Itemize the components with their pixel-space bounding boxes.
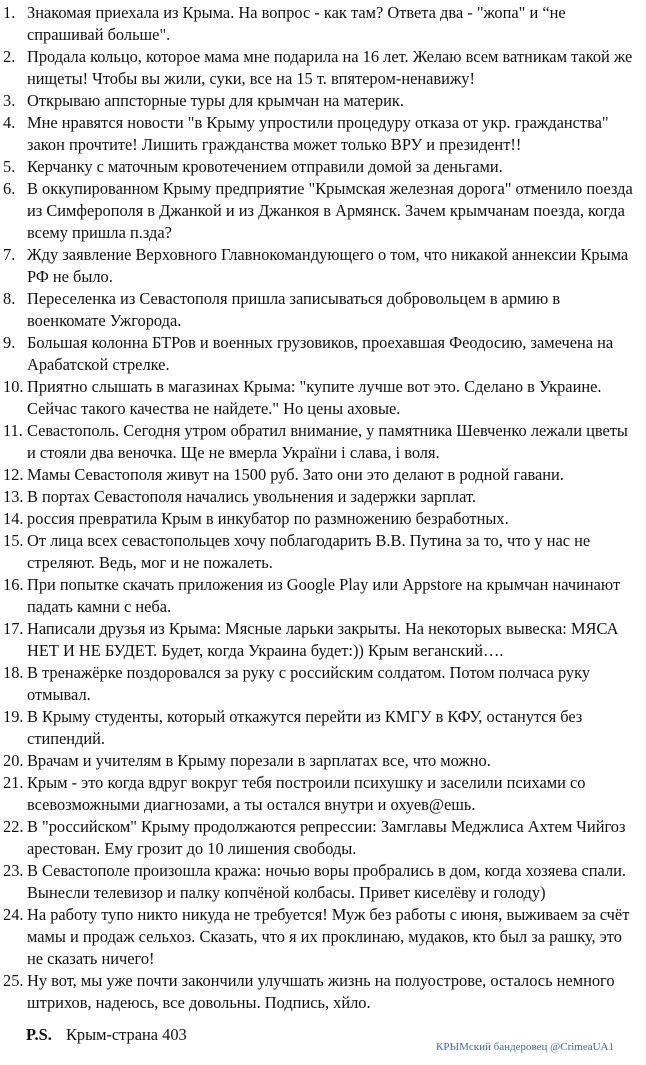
list-item-number: 4.: [3, 113, 16, 132]
list-item-text: Мне нравятся новости "в Крыму упростили процедуру отказа от укр. гражданства" закон прочтите! Лишить гражданства может только ВРУ и президент!!: [27, 113, 609, 154]
list-item-text: От лица всех севастопольцев хочу поблагодарить В.В. Путина за то, что у нас не стреляют. Ведь, мог и не пожалеть.: [27, 531, 591, 572]
list-item-text: Врачам и учителям в Крыму порезали в зарплатах все, что можно.: [27, 751, 491, 770]
list-item: [0, 530, 646, 574]
list-item-text: Открываю аппсторные туры для крымчан на материк.: [27, 91, 404, 110]
list-item-number: 16.: [3, 575, 24, 594]
list-item-text: На работу тупо никто никуда не требуется! Муж без работы с июня, выживаем за счёт мамы и продаж сельхоз. Сказать, что я их проклинаю, мудаков, кто был за рашку, это не сказать ничего!: [27, 905, 630, 968]
list-item: [0, 662, 646, 706]
list-item-number: 22.: [3, 817, 24, 836]
list-item-text: Большая колонна БТРов и военных грузовиков, проехавшая Феодосию, замечена на Арабатской стрелке.: [27, 333, 614, 374]
list-item: [0, 288, 646, 332]
list-item-text: В оккупированном Крыму предприятие "Крымская железная дорога" отменило поезда из Симферополя в Джанкой и из Джанкоя в Армянск. Зачем крымчанам поезда, когда всему пришла п.зда?: [27, 179, 633, 242]
postscript-label: P.S.: [26, 1025, 52, 1044]
list-item-number: 3.: [3, 91, 16, 110]
list-item-text: В "российском" Крыму продолжаются репрессии: Замглавы Меджлиса Ахтем Чийгоз арестован. Ему грозит до 10 лишения свободы.: [27, 817, 626, 858]
list-item-text: В тренажёрке поздоровался за руку с российским солдатом. Потом полчаса руку отмывал.: [27, 663, 591, 704]
list-item-number: 25.: [3, 971, 24, 990]
list-item: [0, 574, 646, 618]
list-item: [0, 464, 646, 486]
list-item-text: Переселенка из Севастополя пришла записываться добровольцем в армию в военкомате Ужгорода.: [27, 289, 561, 330]
list-item-text: Ну вот, мы уже почти закончили улучшать жизнь на полуострове, осталось немного штрихов, надеюсь, все довольны. Подпись, хйло.: [27, 971, 615, 1012]
list-item: [0, 90, 646, 112]
list-item-number: 19.: [3, 707, 24, 726]
list-item-text: Продала кольцо, которое мама мне подарила на 16 лет. Желаю всем ватникам такой же нищеты! Чтобы вы жили, суки, все на 15 т. впятером-ненавижу!: [27, 47, 633, 88]
list-item-number: 24.: [3, 905, 24, 924]
list-item: [0, 860, 646, 904]
list-item: [0, 46, 646, 90]
list-item-text: Севастополь. Сегодня утром обратил внимание, у памятника Шевченко лежали цветы и стояли два веночка. Ще не вмерла України і слава, і воля.: [27, 421, 628, 462]
list-item-number: 8.: [3, 289, 16, 308]
list-item: [0, 156, 646, 178]
list-item-text: В Крыму студенты, который откажутся перейти из КМГУ в КФУ, останутся без стипендий.: [27, 707, 583, 748]
list-item-number: 23.: [3, 861, 24, 880]
list-item-text: Приятно слышать в магазинах Крыма: "купите лучше вот это. Сделано в Украине. Сейчас такого качества не найдете." Но цены аховые.: [27, 377, 602, 418]
list-item: [0, 816, 646, 860]
list-item-text: Жду заявление Верховного Главнокомандующего о том, что никакой аннексии Крыма РФ не было.: [27, 245, 629, 286]
author-watermark: КРЫМский бандеровец @CrimeaUA1: [436, 1041, 614, 1053]
list-item: [0, 508, 646, 530]
list-item-text: Написали друзья из Крыма: Мясные ларьки закрыты. На некоторых вывеска: МЯСА НЕТ И НЕ БУДЕТ. Будет, когда Украина будет:)) Крым веганский….: [27, 619, 619, 660]
postscript: [26, 1024, 187, 1046]
list-item-number: 11.: [3, 421, 23, 440]
list-item: [0, 618, 646, 662]
list-item: [0, 970, 646, 1014]
joke-list: [0, 2, 646, 1014]
list-item-number: 18.: [3, 663, 24, 682]
list-item: [0, 112, 646, 156]
list-item-number: 14.: [3, 509, 24, 528]
list-item-number: 1.: [3, 3, 16, 22]
list-item: [0, 178, 646, 244]
list-item-number: 10.: [3, 377, 24, 396]
list-item: [0, 244, 646, 288]
list-item-text: В портах Севастополя начались увольнения и задержки зарплат.: [27, 487, 476, 506]
list-item: [0, 706, 646, 750]
list-item-number: 17.: [3, 619, 24, 638]
list-item: [0, 420, 646, 464]
list-item: [0, 486, 646, 508]
list-item-text: россия превратила Крым в инкубатор по размножению безработных.: [27, 509, 509, 528]
list-item-text: Знакомая приехала из Крыма. На вопрос - как там? Ответа два - "жопа" и “не спрашивай больше".: [27, 3, 566, 44]
list-item-number: 9.: [3, 333, 16, 352]
list-item-number: 13.: [3, 487, 24, 506]
list-item-number: 21.: [3, 773, 24, 792]
list-item-text: При попытке скачать приложения из Google Play или Appstore на крымчан начинают падать камни с неба.: [27, 575, 621, 616]
list-item: [0, 750, 646, 772]
list-item-number: 5.: [3, 157, 16, 176]
list-item-number: 15.: [3, 531, 24, 550]
list-item-number: 2.: [3, 47, 16, 66]
list-item: [0, 332, 646, 376]
list-item: [0, 2, 646, 46]
list-item-text: Мамы Севастополя живут на 1500 руб. Зато они это делают в родной гавани.: [27, 465, 564, 484]
postscript-text: Крым-страна 403: [65, 1025, 187, 1044]
list-item: [0, 772, 646, 816]
list-item-text: Крым - это когда вдруг вокруг тебя построили психушку и заселили психами со всевозможными диагнозами, а ты остался внутри и охуев@ешь.: [27, 773, 586, 814]
list-item-number: 6.: [3, 179, 16, 198]
list-item-number: 12.: [3, 465, 24, 484]
list-item-text: В Севастополе произошла кража: ночью воры пробрались в дом, когда хозяева спали. Вынесли телевизор и палку копчёной колбасы. Привет киселёву и голоду): [27, 861, 627, 902]
list-item-number: 7.: [3, 245, 16, 264]
list-item: [0, 904, 646, 970]
list-item: [0, 376, 646, 420]
list-item-text: Керчанку с маточным кровотечением отправили домой за деньгами.: [27, 157, 503, 176]
list-item-number: 20.: [3, 751, 24, 770]
